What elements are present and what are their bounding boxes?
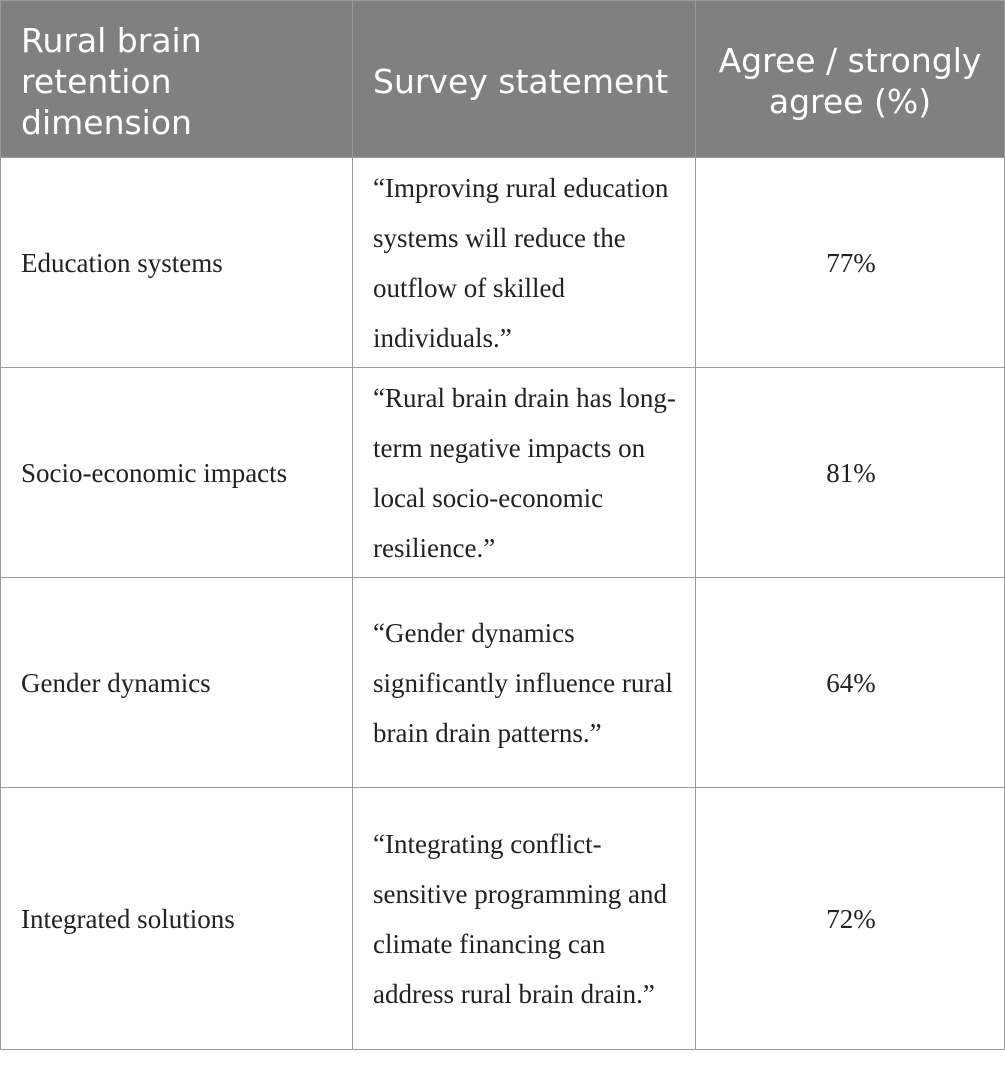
cell-dimension: Socio-economic impacts: [1, 368, 353, 578]
table-row: [1, 368, 1005, 578]
cell-agree-percent: 81%: [696, 368, 1005, 578]
cell-dimension: Integrated solutions: [1, 788, 353, 1050]
header-dimension: Rural brain retention dimension: [1, 1, 353, 158]
table-row: [1, 578, 1005, 788]
cell-agree-percent: 64%: [696, 578, 1005, 788]
table-header: [1, 1, 1005, 158]
cell-statement: “Rural brain drain has long-term negative impacts on local socio-economic resilience.”: [353, 368, 696, 578]
table-row: [1, 788, 1005, 1050]
table-row: [1, 158, 1005, 368]
cell-agree-percent: 72%: [696, 788, 1005, 1050]
cell-statement: “Gender dynamics significantly influence rural brain drain patterns.”: [353, 578, 696, 788]
table-body: [1, 158, 1005, 1050]
header-row: [1, 1, 1005, 158]
cell-dimension: Gender dynamics: [1, 578, 353, 788]
cell-dimension: Education systems: [1, 158, 353, 368]
header-agree-percent: Agree / strongly agree (%): [696, 1, 1005, 158]
cell-agree-percent: 77%: [696, 158, 1005, 368]
cell-statement: “Improving rural education systems will reduce the outflow of skilled individuals.”: [353, 158, 696, 368]
cell-statement: “Integrating conflict-sensitive programming and climate financing can address rural brain drain.”: [353, 788, 696, 1050]
header-statement: Survey statement: [353, 1, 696, 158]
